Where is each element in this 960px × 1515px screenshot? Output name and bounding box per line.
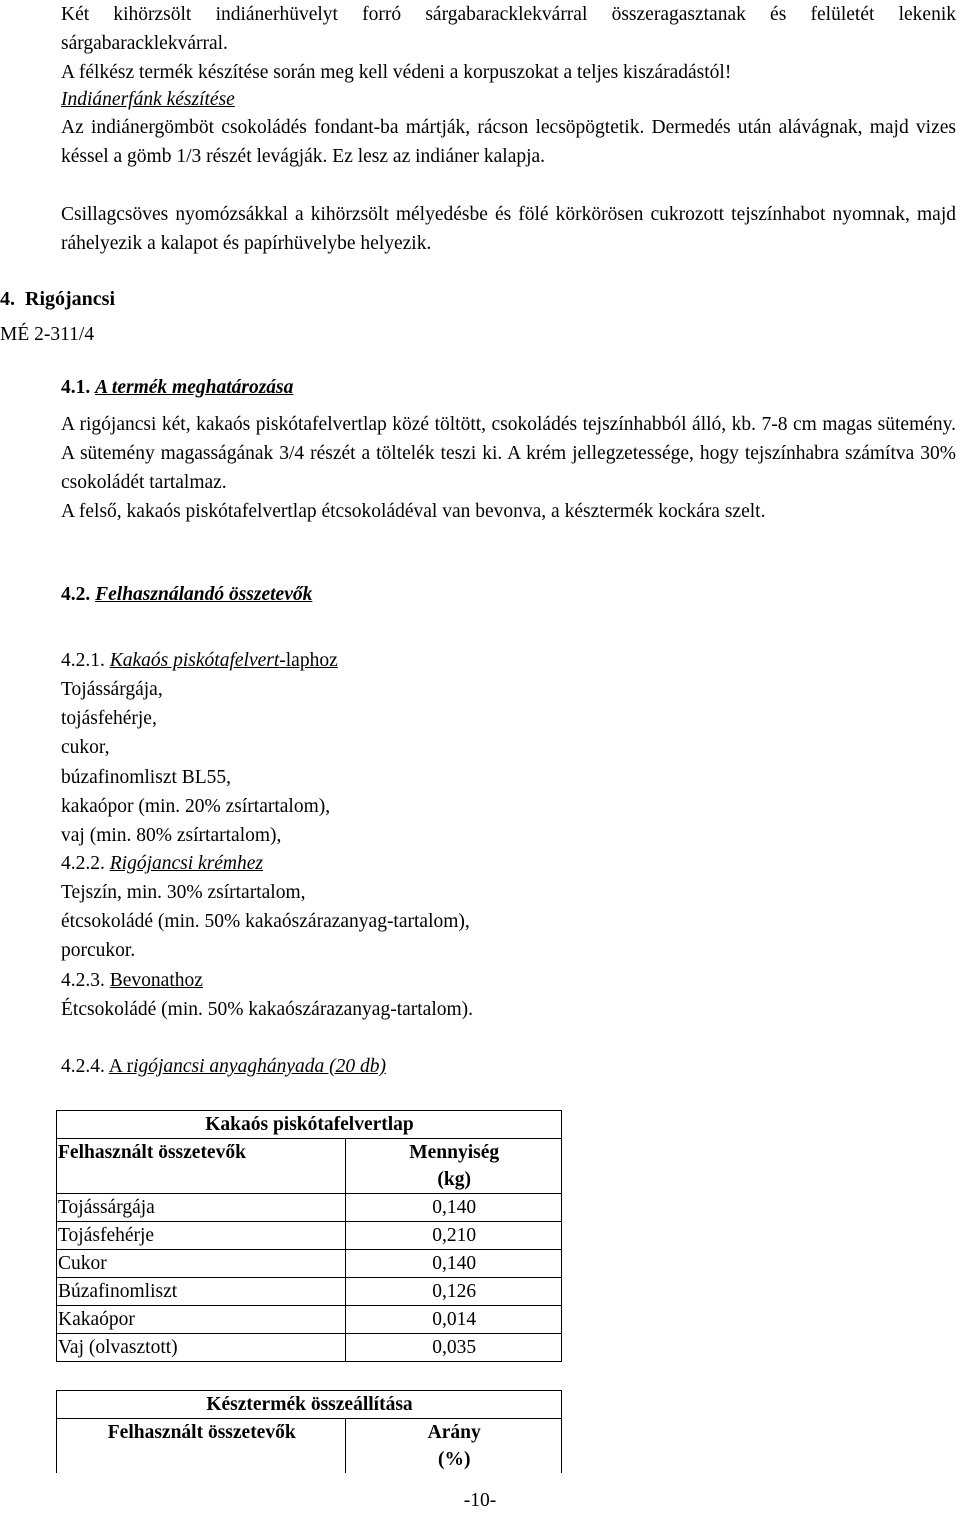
- s422-list: [61, 878, 470, 966]
- intro-line-2: A félkész termék készítése során meg kell védeni a korpuszokat a teljes kiszáradástól!: [61, 62, 732, 83]
- table-row: [57, 1306, 562, 1334]
- table-col-header-quantity: [346, 1139, 562, 1194]
- s424-prefix: A r: [108, 1056, 134, 1077]
- list-item: vaj (min. 80% zsírtartalom),: [61, 825, 282, 847]
- list-item: kakaópor (min. 20% zsírtartalom),: [61, 795, 331, 817]
- table-cell-quantity: 0,140: [346, 1194, 562, 1222]
- s424-number: 4.2.4.: [61, 1056, 105, 1077]
- table-cell-ingredient: Búzafinomliszt: [57, 1278, 346, 1306]
- section-heading: [0, 285, 895, 314]
- s41-heading: [61, 373, 956, 402]
- s421-list: [61, 675, 330, 850]
- s423-title: Bevonathoz: [109, 970, 203, 991]
- list-item: porcukor.: [61, 940, 136, 962]
- table-cell-ingredient: Tojásfehérje: [57, 1222, 346, 1250]
- s421-title-italic: Kakaós piskótafelvert: [109, 650, 280, 671]
- section-title: Rigójancsi: [25, 288, 115, 310]
- s422-title: Rigójancsi krémhez: [109, 853, 264, 874]
- table-cell-ingredient: Cukor: [57, 1250, 346, 1278]
- s421-title-rest: -laphoz: [279, 650, 338, 671]
- s423-list: [61, 995, 473, 1024]
- s42-title: Felhasználandó összetevők: [95, 584, 313, 605]
- table-row: [57, 1194, 562, 1222]
- s41-para-1: A rigójancsi két, kakaós piskótafelvertlap közé töltött, csokoládés tejszínhabból álló, kb. 7-8 cm magas sütemény. A sütemény magasságának 3/4 részét a töltelék teszi ki. A krém jellegzetessége, hogy tejszínhabra számítva 30% csokoládét tartalmaz.: [61, 414, 956, 493]
- subheading-indianerfank: Indiánerfánk készítése: [61, 89, 235, 110]
- list-item: Étcsokoládé (min. 50% kakaószárazanyag-tartalom).: [61, 999, 474, 1020]
- s41-number: 4.1.: [61, 377, 91, 398]
- table-cell-quantity: 0,210: [346, 1222, 562, 1250]
- list-item: Tejszín, min. 30% zsírtartalom,: [61, 882, 306, 903]
- list-item: tojásfehérje,: [61, 708, 157, 730]
- assembly-table: [56, 1390, 562, 1473]
- table-cell-quantity: 0,140: [346, 1250, 562, 1278]
- intro-para-2: Csillagcsöves nyomózsákkal a kihörzsölt mélyedésbe és fölé körkörösen cukrozott tejszínhabot nyomnak, majd ráhelyezik a kalapot és papírhüvelybe helyezik.: [61, 204, 956, 254]
- s424-heading: [61, 1052, 956, 1081]
- s423-heading: [61, 966, 956, 995]
- page-number: -10-: [463, 1490, 497, 1511]
- table-row: [57, 1250, 562, 1278]
- list-item: Tojássárgája,: [61, 679, 163, 700]
- s422-heading: [61, 849, 956, 878]
- intro-line-1: Két kihörzsölt indiánerhüvelyt forró sárgabaracklekvárral összeragasztanak és felületét lekenik sárgabaracklekvárral.: [61, 4, 956, 54]
- table-row: [57, 1334, 562, 1362]
- table-caption: Késztermék összeállítása: [57, 1391, 562, 1419]
- table-col-header-ingredient: Felhasznált összetevők: [57, 1419, 346, 1474]
- table-col-header-quantity-line2: (kg): [437, 1169, 471, 1190]
- s422-number: 4.2.2.: [61, 853, 105, 874]
- table-cell-quantity: 0,126: [346, 1278, 562, 1306]
- s41-title: A termék meghatározása: [95, 377, 294, 398]
- s41-para-2: A felső, kakaós piskótafelvertlap étcsokoládéval van bevonva, a késztermék kockára szelt.: [61, 501, 766, 522]
- table-row: [57, 1278, 562, 1306]
- s424-title: igójancsi anyaghányada (20 db): [133, 1056, 386, 1077]
- s42-heading: [61, 580, 956, 609]
- s423-number: 4.2.3.: [61, 970, 105, 991]
- list-item: cukor,: [61, 737, 110, 759]
- table-cell-ingredient: Tojássárgája: [57, 1194, 346, 1222]
- list-item: búzafinomliszt BL55,: [61, 766, 232, 788]
- ingredients-table: [56, 1110, 562, 1362]
- table-col-header-ratio-line2: (%): [437, 1449, 471, 1470]
- s42-number: 4.2.: [61, 584, 91, 605]
- table-cell-ingredient: Kakaópor: [57, 1306, 346, 1334]
- table-col-header-quantity-line1: Mennyiség: [409, 1142, 500, 1163]
- table-col-header-ratio-line1: Arány: [427, 1422, 481, 1443]
- table-caption: Kakaós piskótafelvertlap: [57, 1111, 562, 1139]
- table-cell-quantity: 0,014: [346, 1306, 562, 1334]
- s421-heading: [61, 646, 956, 675]
- s421-number: 4.2.1.: [61, 650, 105, 671]
- section-code: MÉ 2-311/4: [0, 324, 95, 345]
- table-col-header-ingredient: Felhasznált összetevők: [57, 1139, 346, 1194]
- intro-para-1: Az indiánergömböt csokoládés fondant-ba mártják, rácson lecsöpögtetik. Dermedés után alávágnak, majd vizes késsel a gömb 1/3 részét levágják. Ez lesz az indiáner kalapja.: [61, 117, 956, 167]
- table-cell-ingredient: Vaj (olvasztott): [57, 1334, 346, 1362]
- section-number: 4.: [0, 288, 15, 310]
- table-cell-quantity: 0,035: [346, 1334, 562, 1362]
- table-row: [57, 1222, 562, 1250]
- table-col-header-ratio: [346, 1419, 562, 1474]
- list-item: étcsokoládé (min. 50% kakaószárazanyag-tartalom),: [61, 911, 470, 933]
